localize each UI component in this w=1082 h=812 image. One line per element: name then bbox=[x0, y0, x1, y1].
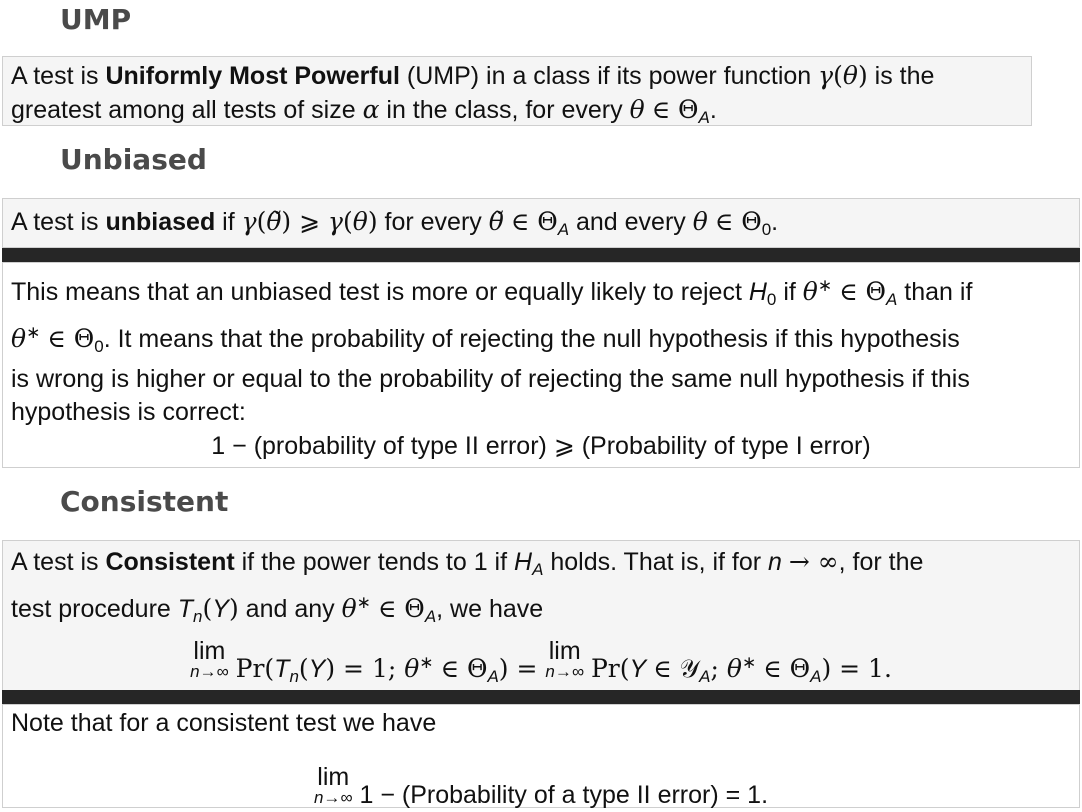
divider-bar-unbiased bbox=[2, 248, 1080, 262]
note-line: Note that for a consistent test we have bbox=[11, 709, 437, 737]
definition-box-unbiased bbox=[2, 198, 1080, 248]
heading-unbiased: Unbiased bbox=[60, 143, 207, 176]
explain-line-2: θ∗ ∈ $\Theta_0$. It means that the probability of rejecting the null hypothesis if this hypothesis bbox=[11, 323, 960, 356]
term-ump: Uniformly Most Powerful bbox=[105, 62, 400, 90]
explain-line-3: is wrong is higher or equal to the probability of rejecting the same null hypothesis if this bbox=[11, 365, 970, 393]
divider-bar-consistent bbox=[2, 690, 1080, 704]
lim-operator-2: lim n→∞ bbox=[545, 637, 584, 681]
ump-line-2: greatest among all tests of size α in the class, for every θ ∈ $\Theta_A$. bbox=[11, 95, 717, 127]
note-box-consistent bbox=[2, 704, 1080, 808]
explain-line-4: hypothesis is correct: bbox=[11, 398, 246, 426]
consistent-line-2: test procedure $T_n(Y)$ and any θ∗ ∈ $\Theta_A$, we have bbox=[11, 593, 544, 626]
term-consistent: Consistent bbox=[105, 548, 235, 576]
explanation-box-unbiased bbox=[2, 262, 1080, 468]
definition-box-consistent bbox=[2, 540, 1080, 692]
ump-line-1: A test is Uniformly Most Powerful (UMP) in a class if its power function γ(θ) is the bbox=[11, 61, 935, 90]
heading-ump: UMP bbox=[60, 3, 132, 36]
formula-type-ii-limit: lim n→∞ 1 − (Probability of a type II error) = 1. bbox=[313, 763, 769, 809]
lim-operator-1: lim n→∞ bbox=[190, 637, 229, 681]
heading-consistent: Consistent bbox=[60, 485, 229, 518]
formula-consistency-limit: lim n→∞ $Pr(T_n(Y) = 1$; θ∗ ∈ $\Theta_A$) = lim n→∞ Pr(Y ∈ 𝒴$_A$; θ∗ ∈ $\Theta_A) = 1$. bbox=[190, 637, 892, 686]
consistent-line-1: A test is Consistent if the power tends to 1 if $H_A$ holds. That is, if for n → ∞, for the bbox=[11, 547, 924, 579]
lim-operator-3: lim n→∞ bbox=[313, 763, 353, 807]
formula-type-errors: 1 − (probability of type II error) ⩾ (Probability of type I error) bbox=[211, 431, 871, 460]
unbiased-line: A test is unbiased if γ(θ̃) ⩾ γ(θ) for every θ̃ ∈ $\Theta_A$ and every θ ∈ $\Theta_0$. bbox=[11, 207, 779, 239]
definition-box-ump bbox=[2, 56, 1032, 126]
term-unbiased: unbiased bbox=[105, 208, 216, 236]
explain-line-1: This means that an unbiased test is more or equally likely to reject $H_0$ if θ∗ ∈ $\Theta_A$ than if bbox=[11, 276, 973, 309]
